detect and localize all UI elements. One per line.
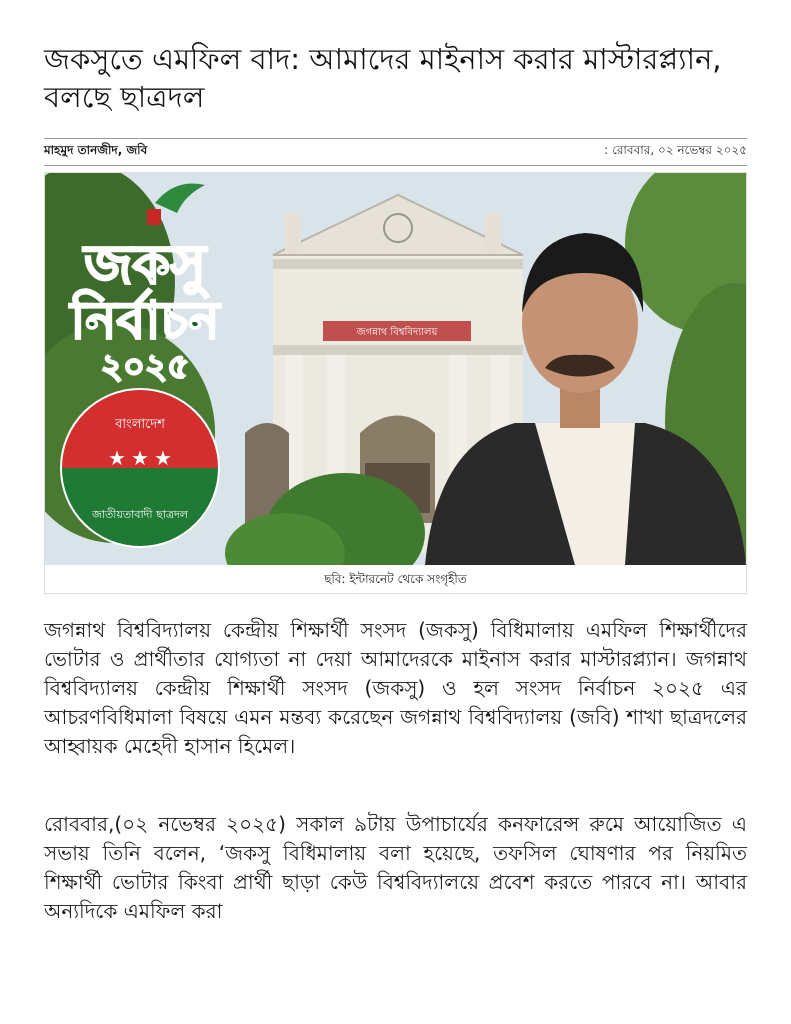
logo-line-2: নির্বাচন: [70, 291, 220, 351]
photo-caption: ছবি: ইন্টারনেট থেকে সংগৃহীত: [324, 572, 467, 586]
building-sign-text: জগন্নাথ বিশ্ববিদ্যালয়: [356, 327, 438, 338]
chhatradal-emblem: [60, 388, 220, 548]
article-photo: [45, 173, 746, 565]
logo-line-1: জকসু: [84, 233, 206, 296]
star-icon: ★: [108, 446, 126, 470]
publish-date: : রোববার, ০২ নভেম্বর ২০২৫: [604, 143, 747, 157]
star-icon: ★: [154, 446, 172, 470]
article-body: [44, 616, 747, 975]
author-name: মাহমুদ তানজীদ, জবি: [44, 143, 148, 157]
logo-year: ২০২৫: [100, 347, 190, 387]
byline-bar: [44, 138, 747, 166]
article-figure: [44, 172, 747, 594]
emblem-top-text: বাংলাদেশ: [115, 417, 165, 432]
article-paragraph: জগন্নাথ বিশ্ববিদ্যালয় কেন্দ্রীয় শিক্ষার্থী সংসদ (জকসু) বিধিমালায় এমফিল শিক্ষার্থীদের ভোটার ও প্রার্থীতার যোগ্যতা না দেয়া আমাদেরকে মাইনাস করার মাস্টারপ্ল্যান। জগন্নাথ বিশ্ববিদ্যালয় কেন্দ্রীয় শিক্ষার্থী সংসদ (জকসু) ও হল সংসদ নির্বাচন ২০২৫ এর আচরণবিধিমালা বিষয়ে এমন মন্তব্য করেছেন জগন্নাথ বিশ্ববিদ্যালয় (জবি) শাখা ছাত্রদলের আহ্বায়ক মেহেদী হাসান হিমেল।: [44, 618, 747, 758]
article-paragraph: রোববার,(০২ নভেম্বর ২০২৫) সকাল ৯টায় উপাচার্যের কনফারেন্স রুমে আয়োজিত এ সভায় তিনি বলেন, ‘জকসু বিধিমালায় বলা হয়েছে, তফসিল ঘোষণার পর নিয়মিত শিক্ষার্থী ভোটার কিংবা প্রার্থী ছাড়া কেউ বিশ্ববিদ্যালয়ে প্রবেশ করতে পারবে না। আবার অন্যদিকে এমফিল করা: [44, 812, 747, 923]
star-icon: ★: [131, 446, 149, 470]
article-headline: জকসুতে এমফিল বাদ: আমাদের মাইনাস করার মাস্টারপ্ল্যান, বলছে ছাত্রদল: [44, 42, 722, 114]
emblem-bottom-text: জাতীয়তাবাদী ছাত্রদল: [91, 508, 189, 521]
